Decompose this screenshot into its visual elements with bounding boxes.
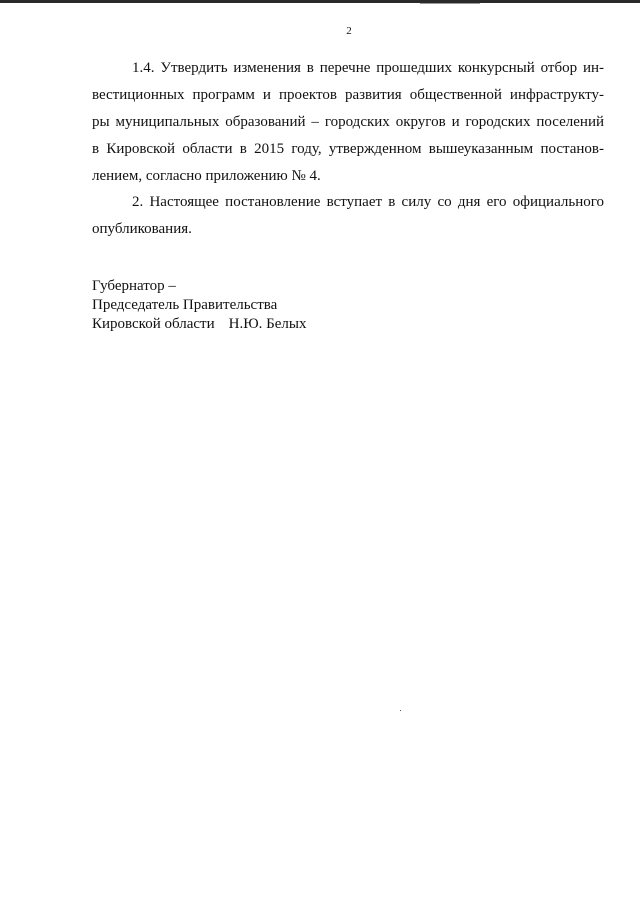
paragraph-line: 1.4. Утвердить изменения в перечне прошедших конкурсный отбор ин- xyxy=(132,60,604,76)
signature-title-governor: Губернатор – xyxy=(92,278,176,294)
paragraph-line: 2. Настоящее постановление вступает в силу со дня его официального xyxy=(132,194,604,210)
signature-region-label: Кировской области xyxy=(92,316,215,332)
paragraph-line: опубликования. xyxy=(92,221,192,237)
scan-top-edge xyxy=(0,0,640,3)
signature-title-chairman: Председатель Правительства xyxy=(92,297,278,313)
paragraph-line: ры муниципальных образований – городских округов и городских поселений xyxy=(92,114,604,130)
paragraph-line: вестиционных программ и проектов развития общественной инфраструкту- xyxy=(92,87,604,103)
signatory-name: Н.Ю. Белых xyxy=(228,316,307,332)
page-number: 2 xyxy=(346,25,352,37)
signature-title-region xyxy=(92,314,306,334)
scan-top-edge-artifact xyxy=(420,3,480,4)
scan-speck xyxy=(400,710,401,711)
paragraph-line: в Кировской области в 2015 году, утвержденном вышеуказанным постанов- xyxy=(92,141,604,157)
paragraph-line: лением, согласно приложению № 4. xyxy=(92,168,321,184)
